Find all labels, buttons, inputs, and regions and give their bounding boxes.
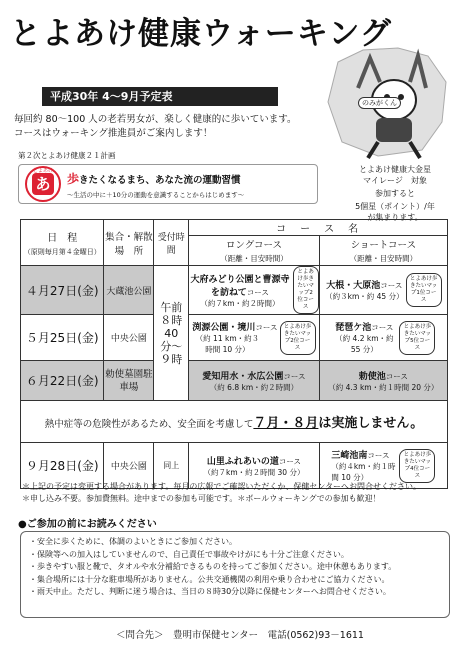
row-place: 勅使墓園駐車場 xyxy=(104,361,154,401)
map-stamp: とよあけ歩きたいマップ2位コース xyxy=(293,266,319,314)
header-short: ショートコース xyxy=(319,236,447,252)
checklist-item: ・集合場所には十分な駐車場所がありません。公共交通機関の利用や乗り合わせにご協力ください。 xyxy=(29,574,390,584)
slogan-sub: 〜生活の中に＋10分の運動を意識することからはじめます〜 xyxy=(67,190,245,199)
schedule-subtitle: 平成30年 4〜9月予定表 xyxy=(42,87,278,106)
header-long-dist: （距離・目安時間） xyxy=(189,252,319,266)
plan-slogan xyxy=(67,170,244,199)
slogan-rest: きたくなるまち、あなた流の運動習慣 xyxy=(79,174,241,186)
logo-top-text: とよあけ xyxy=(32,168,53,174)
row-short-course: 三崎池南コース （約４km・約１時間 10 分） とよあけ歩きたいマップ4位コース xyxy=(319,443,447,489)
mileage-line-5: が集まります。 xyxy=(367,213,423,222)
map-stamp: とよあけ歩きたいマップ4位コース xyxy=(399,449,435,483)
header-reception: 受付時間 xyxy=(154,220,189,266)
table-row xyxy=(21,266,448,315)
row-reception: 同上 xyxy=(154,443,189,489)
notice-row xyxy=(21,401,448,443)
intro-text xyxy=(14,113,314,141)
header-short-dist: （距離・目安時間） xyxy=(319,252,447,266)
slogan-main xyxy=(67,170,244,187)
map-stamp: とよあけ歩きたいマップ2位コース xyxy=(280,321,316,355)
row-short-course: 大根・大原池コース （約３km・約 45 分） とよあけ歩きたいマップ1位コース xyxy=(319,266,447,315)
intro-line-1: 毎回約 80〜100 人の老若男女が、楽しく健康的に歩いています。 xyxy=(14,114,297,125)
note-line-2: ＊申し込み不要。参加費無料。途中までの参加も可能です。＊ボールウォーキングでの参加も歓迎！ xyxy=(22,494,381,503)
checklist-item: ・保険等への加入はしていませんので、自己責任で事故やけがにも十分ご注意ください。 xyxy=(29,549,349,559)
checklist-box xyxy=(20,531,450,618)
health-plan-box xyxy=(18,150,318,204)
mileage-info xyxy=(336,164,454,223)
row-long-course: 渕源公園・境川コース （約 11 km・約３時間 10 分） とよあけ歩きたいマップ2位コース xyxy=(189,315,319,361)
row-place: 大蔵池公園 xyxy=(104,266,154,315)
schedule-table xyxy=(20,219,448,489)
row-long-course: 愛知用水・水広公園コース （約 6.8 km・約２時間） xyxy=(189,361,319,401)
row-date: ９月28日(金) xyxy=(21,443,104,489)
intro-line-2: コースはウォーキング推進員がご案内します！ xyxy=(14,128,213,139)
checklist-item: ・安全に歩くために、体調のよいときにご参加ください。 xyxy=(29,537,237,546)
slogan-red-char: 歩 xyxy=(67,171,80,186)
mileage-line-4: 5個星（ポイント）/年 xyxy=(355,202,435,211)
checklist-item: ・雨天中止。ただし、判断に迷う場合は、当日の８時30分以降に保健センターへお問合せください。 xyxy=(29,587,391,596)
row-date: ４月27日(金) xyxy=(21,266,104,315)
header-place: 集合・解散場 所 xyxy=(104,220,154,266)
plan-banner xyxy=(18,164,318,204)
reception-time: 午前８時40分〜９時 xyxy=(154,266,189,401)
plan-title: 第２次とよあけ健康２１計画 xyxy=(18,151,116,160)
row-short-course: 琵琶ケ池コース （約 4.2 km・約 55 分） とよあけ歩きたいマップ5位コース xyxy=(319,315,447,361)
mileage-line-3: 参加すると xyxy=(375,189,415,198)
table-row xyxy=(21,315,448,361)
header-long: ロングコース xyxy=(189,236,319,252)
header-date: 日 程 （原則毎月第４金曜日） xyxy=(21,220,104,266)
row-short-course: 勅使池コース （約 4.3 km・約１時間 20 分） xyxy=(319,361,447,401)
note-line-1: ＊上記の予定は変更する場合があります。毎月の広報でご確認いただくか、保健センターへお問合せください。 xyxy=(22,482,422,491)
table-row xyxy=(21,361,448,401)
map-stamp: とよあけ歩きたいマップ1位コース xyxy=(406,273,442,307)
mileage-line-1: とよあけ健康大金星 xyxy=(359,165,431,174)
row-long-course: 大府みどり公園と曹源寺を訪ねてコース （約７km・約２時間） とよあけ歩きたいマップ2位コース xyxy=(189,266,319,315)
mileage-line-2: マイレージ 対象 xyxy=(363,176,427,185)
header-course: コ ー ス 名 xyxy=(189,220,448,236)
contact-footer: ＜問合先＞ 豊明市保健センター 電話(0562)93－1611 xyxy=(116,630,364,641)
summer-notice: 熱中症等の危険性があるため、安全面を考慮して７月・８月は実施しません。 xyxy=(21,401,448,443)
row-long-course: 山里ふれあいの道コース （約７km・約２時間 30 分） xyxy=(189,443,319,489)
checklist-heading: ●ご参加の前にお読みください xyxy=(18,519,157,530)
page-title: とよあけ健康ウォーキング xyxy=(10,16,392,52)
logo-char: あ xyxy=(32,173,54,195)
map-stamp: とよあけ歩きたいマップ5位コース xyxy=(399,321,435,355)
mascot-label: のみがくん xyxy=(358,97,401,109)
table-notes xyxy=(22,481,452,505)
row-place: 中央公園 xyxy=(104,315,154,361)
row-place: 中央公園 xyxy=(104,443,154,489)
row-date: ６月22日(金) xyxy=(21,361,104,401)
row-date: ５月25日(金) xyxy=(21,315,104,361)
toyoake-logo xyxy=(25,166,61,202)
checklist-item: ・歩きやすい服と靴で、タオルや水分補給できるものを持ってご参加ください。途中休憩もあります。 xyxy=(29,562,397,571)
